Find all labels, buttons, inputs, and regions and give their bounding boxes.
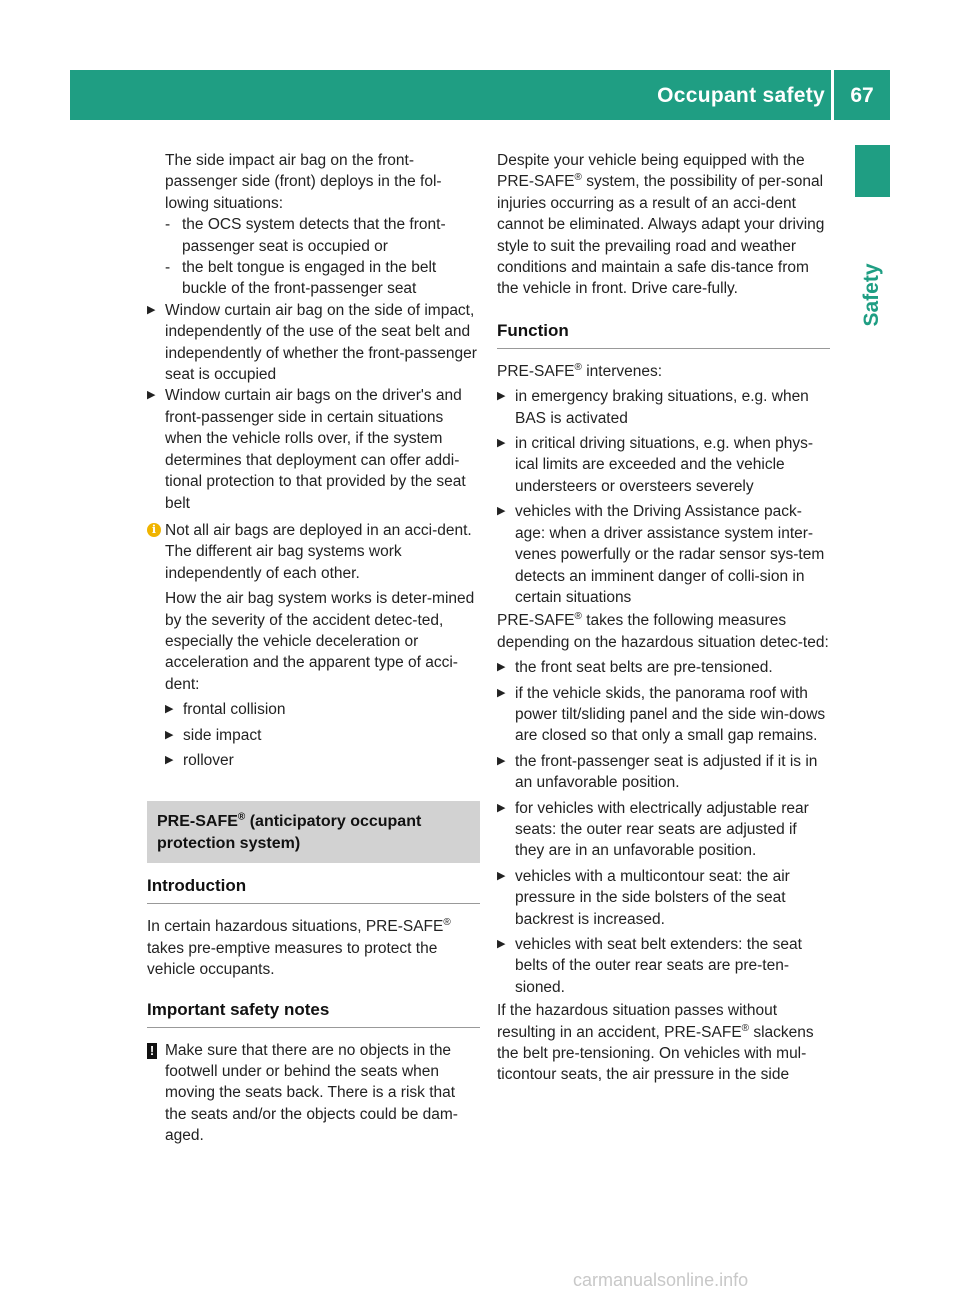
- note-text: How the air bag system works is deter-mined by the severity of the accident detec-ted, especially the vehicle deceleration or acceleration and the apparent type of acci-dent:: [165, 590, 475, 693]
- list-item: [497, 798, 830, 862]
- bullet-icon: ▶: [165, 703, 174, 716]
- info-note: [147, 520, 480, 695]
- list-item: [497, 934, 830, 998]
- list-item: [147, 725, 480, 746]
- bullet-icon: ▶: [497, 661, 506, 674]
- important-heading: Important safety notes: [147, 999, 480, 1028]
- paragraph: Despite your vehicle being equipped with the PRE-SAFE® system, the possibility of per-sonal injuries occurring as a result of an acci-dent cannot be eliminated. Always adapt your driving style to suit the prevailing road and weather conditions and maintain a safe dis-tance from the vehicle in front. Drive care-fully.: [497, 152, 825, 298]
- list-item: [497, 657, 830, 678]
- list-item: [147, 385, 480, 513]
- right-column: [497, 150, 830, 1086]
- paragraph: PRE-SAFE® intervenes:: [497, 361, 663, 380]
- warning-text: Make sure that there are no objects in the footwell under or behind the seats when moving the seats back. There is a risk that the seats and/or the objects could be dam-aged.: [165, 1041, 458, 1145]
- list-item: [147, 750, 480, 771]
- bullet-icon: ▶: [497, 686, 506, 699]
- list-item-text: if the vehicle skids, the panorama roof with power tilt/sliding panel and the side win-dows are closed so that only a small gap remains.: [515, 684, 826, 745]
- bullet-icon: ▶: [497, 801, 506, 814]
- list-item-text: for vehicles with electrically adjustable rear seats: the outer rear seats are adjusted if they are in an unfavorable position.: [515, 799, 809, 860]
- list-item: [497, 501, 830, 608]
- function-heading: Function: [497, 320, 830, 349]
- list-item-text: side impact: [183, 726, 262, 744]
- introduction-paragraph: In certain hazardous situations, PRE-SAFE® takes pre-emptive measures to protect the vehicle occupants.: [147, 917, 451, 979]
- dash-marker: -: [165, 259, 171, 277]
- list-item-text: frontal collision: [183, 701, 286, 719]
- list-item: [497, 751, 830, 794]
- list-item: [497, 683, 830, 747]
- bullet-icon: ▶: [147, 303, 156, 316]
- list-item: [497, 386, 830, 429]
- list-item: [147, 214, 480, 257]
- bullet-icon: ▶: [497, 437, 506, 450]
- bullet-icon: ▶: [165, 728, 174, 741]
- bullet-icon: ▶: [497, 390, 506, 403]
- list-item-text: the front-passenger seat is adjusted if it is in an unfavorable position.: [515, 752, 818, 792]
- side-tab-marker: [855, 145, 890, 197]
- bullet-icon: ▶: [147, 389, 156, 402]
- list-item-text: in critical driving situations, e.g. when phys-ical limits are exceeded and the vehicle understeers or oversteers severely: [515, 435, 814, 495]
- dash-marker: -: [165, 216, 171, 234]
- list-item: [147, 257, 480, 300]
- list-item: [147, 300, 480, 386]
- bullet-icon: ▶: [497, 869, 506, 882]
- page-number: 67: [850, 84, 874, 107]
- list-item-text: the belt tongue is engaged in the belt buckle of the front-passenger seat: [182, 259, 437, 298]
- info-icon: i: [147, 523, 161, 537]
- bullet-icon: ▶: [165, 753, 174, 766]
- footer-watermark: carmanualsonline.info: [573, 1270, 749, 1290]
- left-column: [147, 150, 480, 1147]
- introduction-heading: Introduction: [147, 875, 480, 904]
- list-item-text: vehicles with seat belt extenders: the seat belts of the outer rear seats are pre-ten-sioned.: [515, 936, 802, 996]
- list-item-text: rollover: [183, 751, 234, 769]
- warning-note: [147, 1040, 480, 1147]
- side-tab: [852, 240, 892, 350]
- warning-icon: !: [147, 1043, 157, 1059]
- list-item-text: Window curtain air bags on the driver's and front-passenger side in certain situations when the vehicle rolls over, if the system determines that deployment can offer addi-tional protection to that provided by the seat belt: [165, 387, 466, 512]
- bullet-icon: ▶: [497, 938, 506, 950]
- page-header-title: Occupant safety: [657, 84, 825, 107]
- intro-paragraph: The side impact air bag on the front-passenger side (front) deploys in the fol-lowing situations:: [165, 152, 442, 212]
- list-item: [497, 866, 830, 930]
- list-item-text: vehicles with a multicontour seat: the air pressure in the side bolsters of the seat backrest is increased.: [515, 867, 790, 928]
- bullet-icon: ▶: [497, 505, 506, 518]
- list-item: [497, 433, 830, 497]
- section-title: PRE-SAFE® (anticipatory occupant protection system): [147, 801, 480, 863]
- note-text: Not all air bags are deployed in an acci-dent. The different air bag systems work independently of each other.: [165, 521, 472, 582]
- list-item: [147, 699, 480, 720]
- paragraph: PRE-SAFE® takes the following measures depending on the hazardous situation detec-ted:: [497, 611, 829, 651]
- bullet-icon: ▶: [497, 754, 506, 767]
- list-item-text: the front seat belts are pre-tensioned.: [515, 659, 773, 677]
- list-item-text: the OCS system detects that the front-passenger seat is occupied or: [182, 216, 446, 255]
- paragraph: If the hazardous situation passes without resulting in an accident, PRE-SAFE® slackens the belt pre-tensioning. On vehicles with mul-ticontour seats, the air pressure in the side: [497, 1002, 814, 1084]
- list-item-text: vehicles with the Driving Assistance pack-age: when a driver assistance system inter-venes powerfully or the radar sensor sys-tem detects an imminent danger of colli-sion in certain situations: [515, 503, 825, 606]
- list-item-text: in emergency braking situations, e.g. when BAS is activated: [515, 388, 809, 427]
- side-tab-label: Safety: [860, 263, 883, 327]
- list-item-text: Window curtain air bag on the side of impact, independently of the use of the seat belt and independently of whether the front-passenger seat is occupied: [165, 301, 477, 384]
